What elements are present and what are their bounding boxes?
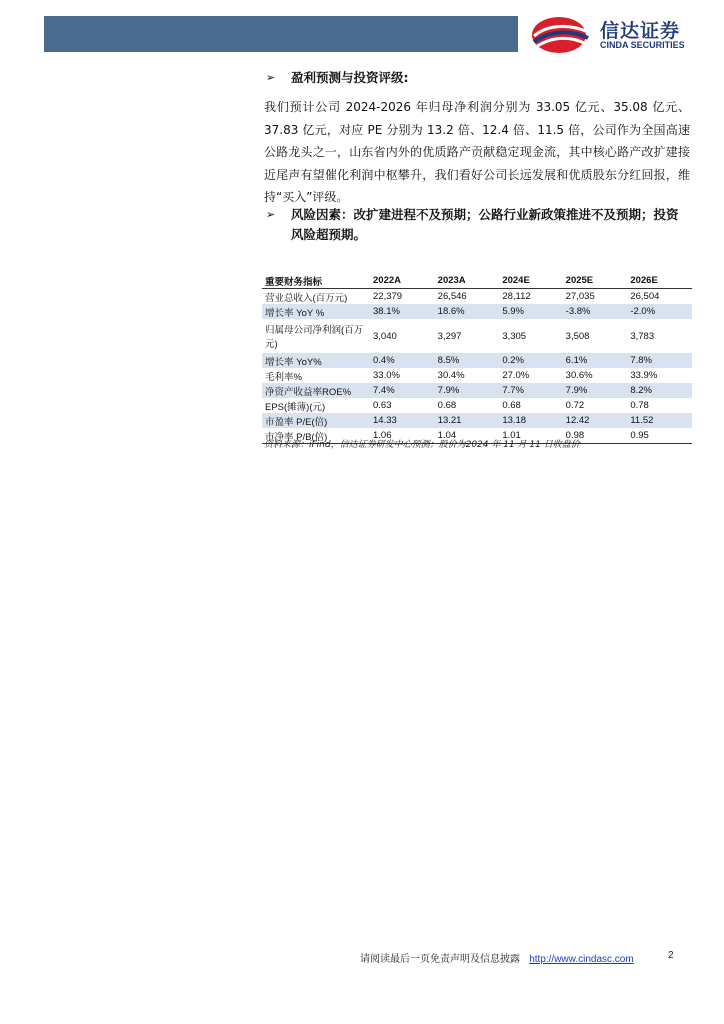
row-label: 毛利率% (265, 371, 302, 383)
table-cell: 7.9% (435, 383, 500, 398)
table-cell: 0.72 (565, 400, 585, 411)
financial-metrics-table (262, 273, 692, 444)
row-label: EPS(摊薄)(元) (265, 401, 326, 413)
table-cell: 3,297 (437, 330, 462, 342)
table-header: 重要财务指标 (262, 273, 370, 289)
table-cell: 18.6% (435, 304, 500, 319)
row-label: 归属母公司净利润(百万元) (265, 325, 364, 350)
table-cell: 7.7% (499, 383, 562, 398)
table-cell: 33.9% (630, 370, 658, 381)
table-cell: 13.21 (435, 413, 500, 428)
table-cell: 12.42 (563, 413, 628, 428)
table-header: 2022A (370, 273, 435, 289)
forecast-heading (266, 68, 686, 88)
table-cell: 7.9% (563, 383, 628, 398)
row-label: 市净率 P/B(倍) (262, 428, 370, 444)
table-cell: 26,504 (630, 291, 660, 302)
table-cell: 1.01 (499, 428, 562, 444)
logo-text-en: CINDA SECURITIES (600, 40, 685, 50)
row-label: 增长率 YoY% (262, 353, 370, 368)
table-row (262, 353, 692, 368)
table-cell: 3,040 (373, 330, 397, 342)
table-row (262, 383, 692, 398)
table-cell: 8.5% (435, 353, 500, 368)
footer-website-link[interactable]: http://www.cindasc.com (529, 954, 634, 965)
table-cell: 5.9% (499, 304, 562, 319)
source-note: 资料来源：iFind，信达证券研发中心预测；股价为2024 年 11 月 11 日收盘价 (264, 440, 580, 450)
forecast-heading-text: 盈利预测与投资评级: (291, 70, 409, 85)
table-cell: 27,035 (565, 291, 595, 302)
page-number: 2 (668, 950, 674, 961)
row-label: 增长率 YoY % (262, 304, 370, 319)
table-row (262, 413, 692, 428)
table-cell: 7.8% (627, 353, 692, 368)
table-cell: 30.4% (437, 370, 465, 381)
arrow-bullet-icon: ➢ (266, 71, 276, 84)
row-label: 净资产收益率ROE% (262, 383, 370, 398)
table-row (262, 304, 692, 319)
table-cell: -3.8% (563, 304, 628, 319)
page-footer (360, 950, 700, 965)
risk-heading-text: 风险因素：改扩建进程不及预期；公路行业新政策推进不及预期；投资风险超预期。 (291, 207, 679, 242)
table-cell: 33.0% (373, 370, 400, 381)
table-cell: -2.0% (627, 304, 692, 319)
row-label: 市盈率 P/E(倍) (262, 413, 370, 428)
table-cell: 0.68 (502, 400, 521, 411)
table-cell: 0.78 (630, 400, 649, 411)
table-header: 2025E (563, 273, 628, 289)
header-bar (44, 16, 518, 52)
logo-text-cn: 信达证券 (600, 20, 681, 42)
row-label: 营业总收入(百万元) (265, 292, 348, 304)
table-cell: 0.2% (499, 353, 562, 368)
table-cell: 30.6% (565, 370, 593, 381)
table-header: 2026E (627, 273, 692, 289)
company-logo (530, 14, 710, 56)
table-cell: 3,783 (630, 330, 655, 342)
table-cell: 7.4% (370, 383, 435, 398)
risk-heading (266, 205, 686, 245)
table-cell: 1.06 (370, 428, 435, 444)
forecast-paragraph: 我们预计公司 2024-2026 年归母净利润分别为 33.05 亿元、35.08 亿元、37.83 亿元，对应 PE 分别为 13.2 倍、12.4 倍、11.5 倍，公司作为全国高速公路龙头之一，山东省内外的优质路产贡献稳定现金流，其中核心路产改扩建接近尾声有望催化利润中枢攀升，我们看好公司长远发展和优质股东分红回报，维持“买入”评级。 (264, 100, 690, 204)
table-header: 2024E (499, 273, 562, 289)
table-cell: 0.63 (373, 400, 392, 411)
table-header: 2023A (435, 273, 500, 289)
table-cell: 13.18 (499, 413, 562, 428)
table-header-row (262, 273, 692, 289)
table-cell: 0.98 (563, 428, 628, 444)
table-row (262, 398, 692, 413)
table-cell: 38.1% (370, 304, 435, 319)
table-cell: 3,305 (502, 330, 527, 342)
table-cell: 3,508 (565, 330, 590, 342)
cinda-logo-icon (530, 14, 592, 56)
table-cell: 6.1% (563, 353, 628, 368)
table-row (262, 319, 692, 353)
table-cell: 28,112 (502, 291, 531, 302)
table-cell: 0.95 (627, 428, 692, 444)
table-cell: 11.52 (627, 413, 692, 428)
table-cell: 26,546 (437, 291, 467, 302)
arrow-bullet-icon: ➢ (266, 208, 276, 221)
footer-disclaimer: 请阅读最后一页免责声明及信息披露 (360, 954, 520, 965)
table-row (262, 289, 692, 305)
table-cell: 27.0% (502, 370, 530, 381)
table-cell: 22,379 (373, 291, 403, 302)
table-cell: 1.04 (435, 428, 500, 444)
table-cell: 0.68 (437, 400, 457, 411)
table-cell: 0.4% (370, 353, 435, 368)
table-row (262, 368, 692, 383)
table-cell: 14.33 (370, 413, 435, 428)
table-cell: 8.2% (627, 383, 692, 398)
